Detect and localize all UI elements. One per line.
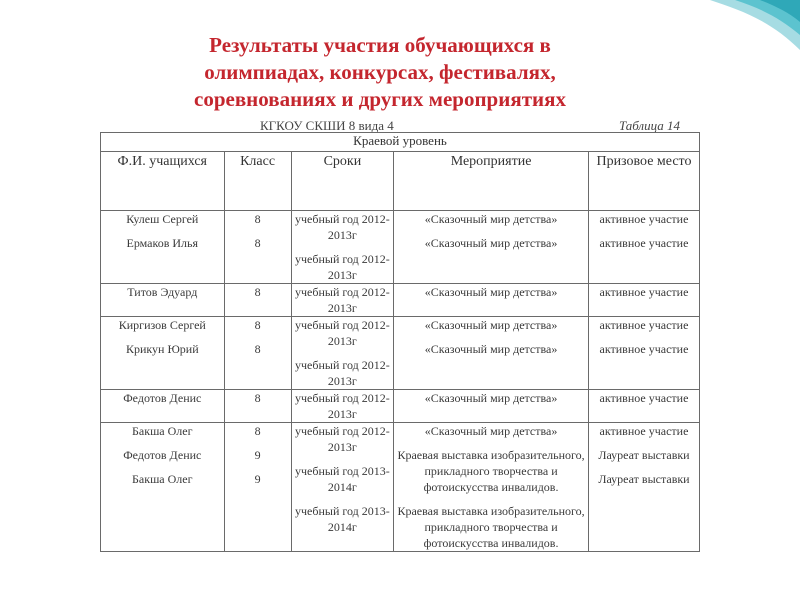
entry-event: «Сказочный мир детства» [424, 318, 558, 332]
table-row [101, 390, 700, 423]
header-class: Класс [224, 152, 291, 211]
entry-prize: активное участие [599, 212, 689, 226]
entry-class: 9 [254, 472, 261, 486]
level-label: Краевой уровень [101, 133, 700, 152]
slide-title [120, 32, 640, 113]
cell-event [394, 317, 589, 390]
cell-class [224, 284, 291, 317]
results-table [100, 132, 700, 552]
entry-prize: активное участие [599, 318, 689, 332]
table-row [101, 423, 700, 552]
entry-name: Бакша Олег [132, 472, 193, 486]
table-row [101, 284, 700, 317]
cell-class [224, 423, 291, 552]
document-header [100, 118, 700, 132]
organization-name: КГКОУ СКШИ 8 вида 4 [260, 118, 394, 133]
cell-class [224, 317, 291, 390]
entry-name: Ермаков Илья [126, 236, 199, 250]
cell-name [101, 317, 225, 390]
cell-name [101, 211, 225, 284]
entry-term: учебный год 2012-2013г [295, 318, 390, 348]
entry-prize: активное участие [599, 391, 689, 405]
entry-class: 9 [254, 448, 261, 462]
entry-prize: Лауреат выставки [598, 472, 690, 486]
entry-class: 8 [254, 391, 261, 405]
cell-name [101, 390, 225, 423]
cell-class [224, 211, 291, 284]
entry-class: 8 [254, 424, 261, 438]
entry-event: «Сказочный мир детства» [424, 212, 558, 226]
entry-class: 8 [254, 318, 261, 332]
cell-prize [588, 390, 699, 423]
cell-prize [588, 284, 699, 317]
entry-term: учебный год 2013-2014г [295, 464, 390, 494]
title-line-3: соревнованиях и других мероприятиях [194, 87, 566, 111]
header-row [101, 152, 700, 211]
entry-term: учебный год 2012-2013г [295, 212, 390, 242]
entry-term: учебный год 2012-2013г [295, 285, 390, 315]
entry-class: 8 [254, 285, 261, 299]
cell-term [291, 284, 394, 317]
cell-term [291, 317, 394, 390]
cell-name [101, 284, 225, 317]
table-row [101, 211, 700, 284]
entry-event: «Сказочный мир детства» [424, 424, 558, 438]
entry-term: учебный год 2012-2013г [295, 358, 390, 388]
entry-event: «Сказочный мир детства» [424, 391, 558, 405]
table-row [101, 317, 700, 390]
entry-name: Федотов Денис [123, 391, 202, 405]
table-number: Таблица 14 [618, 118, 680, 133]
cell-prize [588, 211, 699, 284]
entry-event: Краевая выставка изобразительного, прикладного творчества и фотоискусства инвалидов. [397, 448, 585, 494]
header-name: Ф.И. учащихся [101, 152, 225, 211]
cell-term [291, 211, 394, 284]
wave-decoration-icon [690, 0, 800, 60]
cell-event [394, 390, 589, 423]
cell-event [394, 423, 589, 552]
corner-decoration [690, 0, 800, 60]
cell-prize [588, 423, 699, 552]
entry-prize: активное участие [599, 236, 689, 250]
entry-term: учебный год 2012-2013г [295, 424, 390, 454]
entry-prize: Лауреат выставки [598, 448, 690, 462]
entry-class: 8 [254, 236, 261, 250]
entry-name: Федотов Денис [123, 448, 202, 462]
cell-event [394, 284, 589, 317]
entry-term: учебный год 2012-2013г [295, 252, 390, 282]
entry-event: «Сказочный мир детства» [424, 236, 558, 250]
entry-name: Крикун Юрий [125, 342, 199, 356]
entry-prize: активное участие [599, 285, 689, 299]
entry-term: учебный год 2013-2014г [295, 504, 390, 534]
title-line-1: Результаты участия обучающихся в [209, 33, 551, 57]
entry-event: «Сказочный мир детства» [424, 285, 558, 299]
cell-class [224, 390, 291, 423]
scanned-document [100, 118, 700, 588]
entry-class: 8 [254, 212, 261, 226]
title-line-2: олимпиадах, конкурсах, фестивалях, [204, 60, 556, 84]
entry-prize: активное участие [599, 342, 689, 356]
header-prize: Призовое место [588, 152, 699, 211]
entry-event: «Сказочный мир детства» [424, 342, 558, 356]
entry-name: Титов Эдуард [127, 285, 198, 299]
cell-term [291, 390, 394, 423]
entry-class: 8 [254, 342, 261, 356]
entry-event: Краевая выставка изобразительного, прикладного творчества и фотоискусства инвалидов. [397, 504, 585, 550]
entry-prize: активное участие [599, 424, 689, 438]
cell-term [291, 423, 394, 552]
level-row [101, 133, 700, 152]
entry-name: Киргизов Сергей [118, 318, 206, 332]
cell-name [101, 423, 225, 552]
cell-prize [588, 317, 699, 390]
entry-name: Кулеш Сергей [126, 212, 199, 226]
entry-name: Бакша Олег [132, 424, 193, 438]
entry-term: учебный год 2012-2013г [295, 391, 390, 421]
cell-event [394, 211, 589, 284]
header-event: Мероприятие [394, 152, 589, 211]
header-term: Сроки [291, 152, 394, 211]
